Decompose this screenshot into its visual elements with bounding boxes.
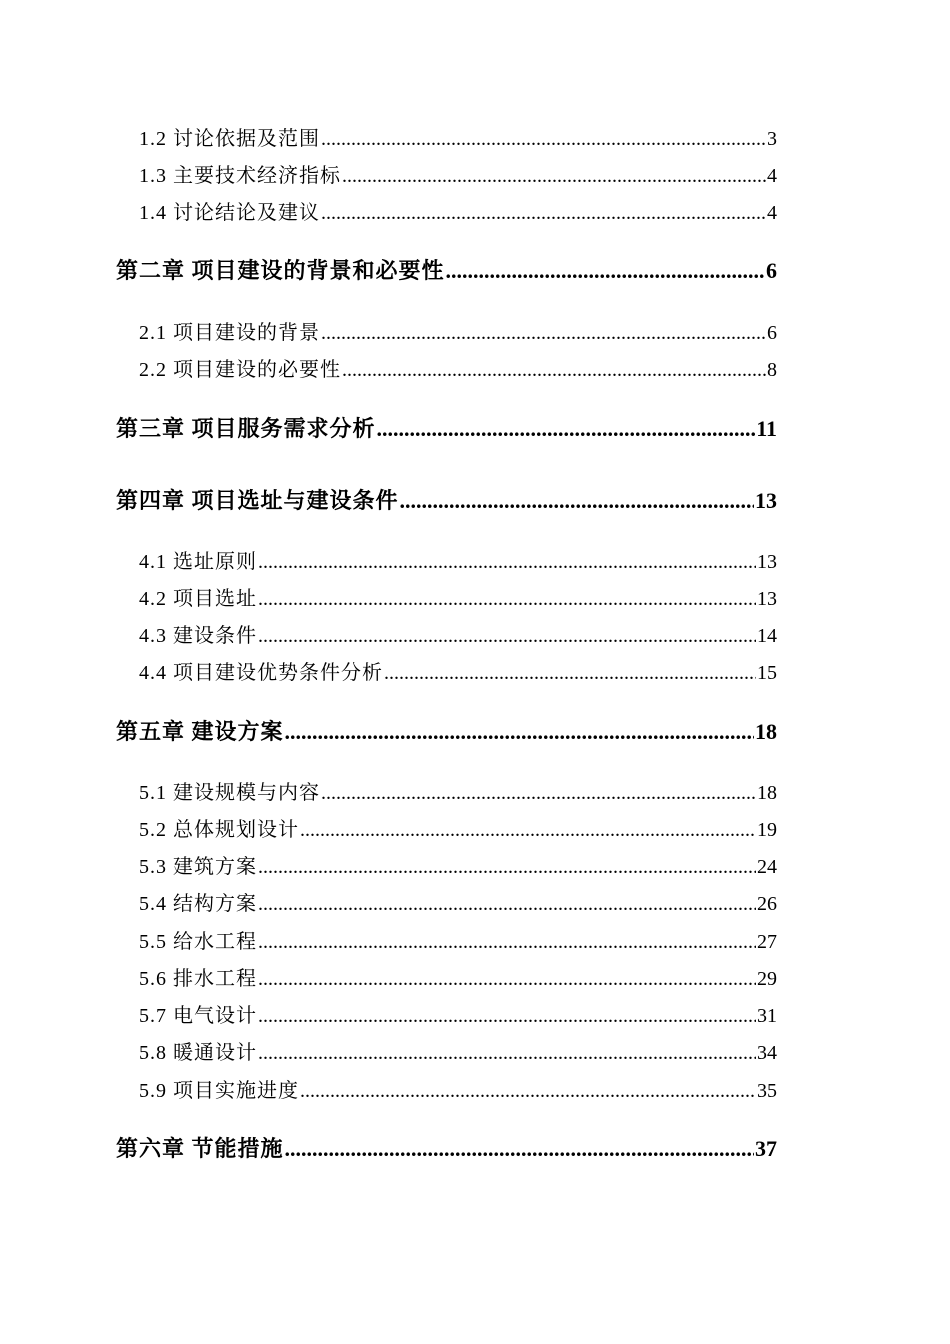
toc-page-number: 14 — [757, 625, 777, 647]
toc-entry-2-1[interactable] — [139, 316, 777, 346]
toc-page-number: 3 — [767, 128, 777, 150]
toc-entry-label: 1.3 主要技术经济指标 — [139, 165, 341, 187]
toc-entry-label: 5.1 建设规模与内容 — [139, 782, 320, 804]
dot-leader — [258, 625, 756, 648]
dot-leader — [342, 165, 766, 188]
toc-entry-5-5[interactable] — [139, 925, 777, 955]
toc-page-number: 34 — [757, 1042, 777, 1064]
toc-chapter-label: 第五章 建设方案 — [116, 719, 284, 744]
toc-entry-label: 4.3 建设条件 — [139, 625, 257, 647]
toc-entry-2-2[interactable] — [139, 353, 777, 383]
toc-page-number: 18 — [757, 782, 777, 804]
toc-entry-label: 1.2 讨论依据及范围 — [139, 128, 320, 150]
dot-leader — [377, 416, 756, 442]
dot-leader — [258, 1005, 756, 1028]
dot-leader — [342, 359, 766, 382]
toc-entry-label: 4.1 选址原则 — [139, 551, 257, 573]
toc-page-number: 11 — [756, 416, 777, 441]
toc-entry-label: 2.2 项目建设的必要性 — [139, 359, 341, 381]
toc-entry-label: 5.5 给水工程 — [139, 931, 257, 953]
toc-chapter-label: 第四章 项目选址与建设条件 — [116, 488, 399, 513]
dot-leader — [258, 931, 756, 954]
toc-page-number: 6 — [767, 322, 777, 344]
dot-leader — [285, 1136, 754, 1162]
toc-entry-4-2[interactable] — [139, 582, 777, 612]
toc-chapter-label: 第二章 项目建设的背景和必要性 — [116, 258, 445, 283]
toc-page-number: 4 — [767, 202, 777, 224]
dot-leader — [400, 488, 754, 514]
dot-leader — [258, 856, 756, 879]
toc-chapter-5[interactable] — [116, 715, 777, 747]
dot-leader — [300, 1080, 756, 1103]
toc-page-number: 13 — [757, 551, 777, 573]
toc-page-number: 19 — [757, 819, 777, 841]
toc-entry-5-4[interactable] — [139, 887, 777, 917]
dot-leader — [321, 322, 766, 345]
toc-entry-5-6[interactable] — [139, 962, 777, 992]
toc-chapter-2[interactable] — [116, 254, 777, 286]
toc-entry-5-9[interactable] — [139, 1074, 777, 1104]
toc-entry-5-2[interactable] — [139, 813, 777, 843]
toc-entry-4-4[interactable] — [139, 656, 777, 686]
toc-page-number: 15 — [757, 662, 777, 684]
toc-entry-1-2[interactable] — [139, 122, 777, 152]
toc-entry-1-3[interactable] — [139, 159, 777, 189]
toc-page-number: 24 — [757, 856, 777, 878]
dot-leader — [321, 128, 766, 151]
dot-leader — [258, 968, 756, 991]
dot-leader — [258, 588, 756, 611]
dot-leader — [446, 258, 765, 284]
toc-entry-label: 5.9 项目实施进度 — [139, 1080, 299, 1102]
toc-entry-label: 4.2 项目选址 — [139, 588, 257, 610]
toc-chapter-4[interactable] — [116, 484, 777, 516]
toc-entry-label: 1.4 讨论结论及建议 — [139, 202, 320, 224]
dot-leader — [285, 719, 754, 745]
toc-entry-4-1[interactable] — [139, 545, 777, 575]
toc-entry-5-3[interactable] — [139, 850, 777, 880]
dot-leader — [258, 551, 756, 574]
toc-entry-label: 4.4 项目建设优势条件分析 — [139, 662, 383, 684]
dot-leader — [384, 662, 756, 685]
toc-entry-label: 5.7 电气设计 — [139, 1005, 257, 1027]
toc-entry-1-4[interactable] — [139, 196, 777, 226]
toc-entry-label: 5.4 结构方案 — [139, 893, 257, 915]
toc-page-number: 27 — [757, 931, 777, 953]
toc-page-number: 31 — [757, 1005, 777, 1027]
toc-chapter-label: 第六章 节能措施 — [116, 1136, 284, 1161]
toc-page-number: 8 — [767, 359, 777, 381]
toc-entry-label: 5.3 建筑方案 — [139, 856, 257, 878]
toc-entry-4-3[interactable] — [139, 619, 777, 649]
toc-page-number: 37 — [755, 1136, 777, 1161]
toc-page-number: 29 — [757, 968, 777, 990]
toc-page-number: 35 — [757, 1080, 777, 1102]
dot-leader — [300, 819, 756, 842]
toc-entry-label: 5.6 排水工程 — [139, 968, 257, 990]
toc-page-number: 13 — [757, 588, 777, 610]
toc-page-number: 4 — [767, 165, 777, 187]
toc-page-number: 6 — [766, 258, 777, 283]
toc-entry-label: 2.1 项目建设的背景 — [139, 322, 320, 344]
toc-chapter-3[interactable] — [116, 412, 777, 444]
toc-entry-label: 5.8 暖通设计 — [139, 1042, 257, 1064]
toc-entry-5-7[interactable] — [139, 999, 777, 1029]
dot-leader — [321, 202, 766, 225]
toc-entry-5-8[interactable] — [139, 1036, 777, 1066]
toc-page-number: 26 — [757, 893, 777, 915]
toc-entry-5-1[interactable] — [139, 776, 777, 806]
toc-entry-label: 5.2 总体规划设计 — [139, 819, 299, 841]
dot-leader — [258, 893, 756, 916]
dot-leader — [321, 782, 756, 805]
toc-chapter-6[interactable] — [116, 1132, 777, 1164]
toc-page-number: 13 — [755, 488, 777, 513]
toc-page-number: 18 — [755, 719, 777, 744]
dot-leader — [258, 1042, 756, 1065]
toc-chapter-label: 第三章 项目服务需求分析 — [116, 416, 376, 441]
